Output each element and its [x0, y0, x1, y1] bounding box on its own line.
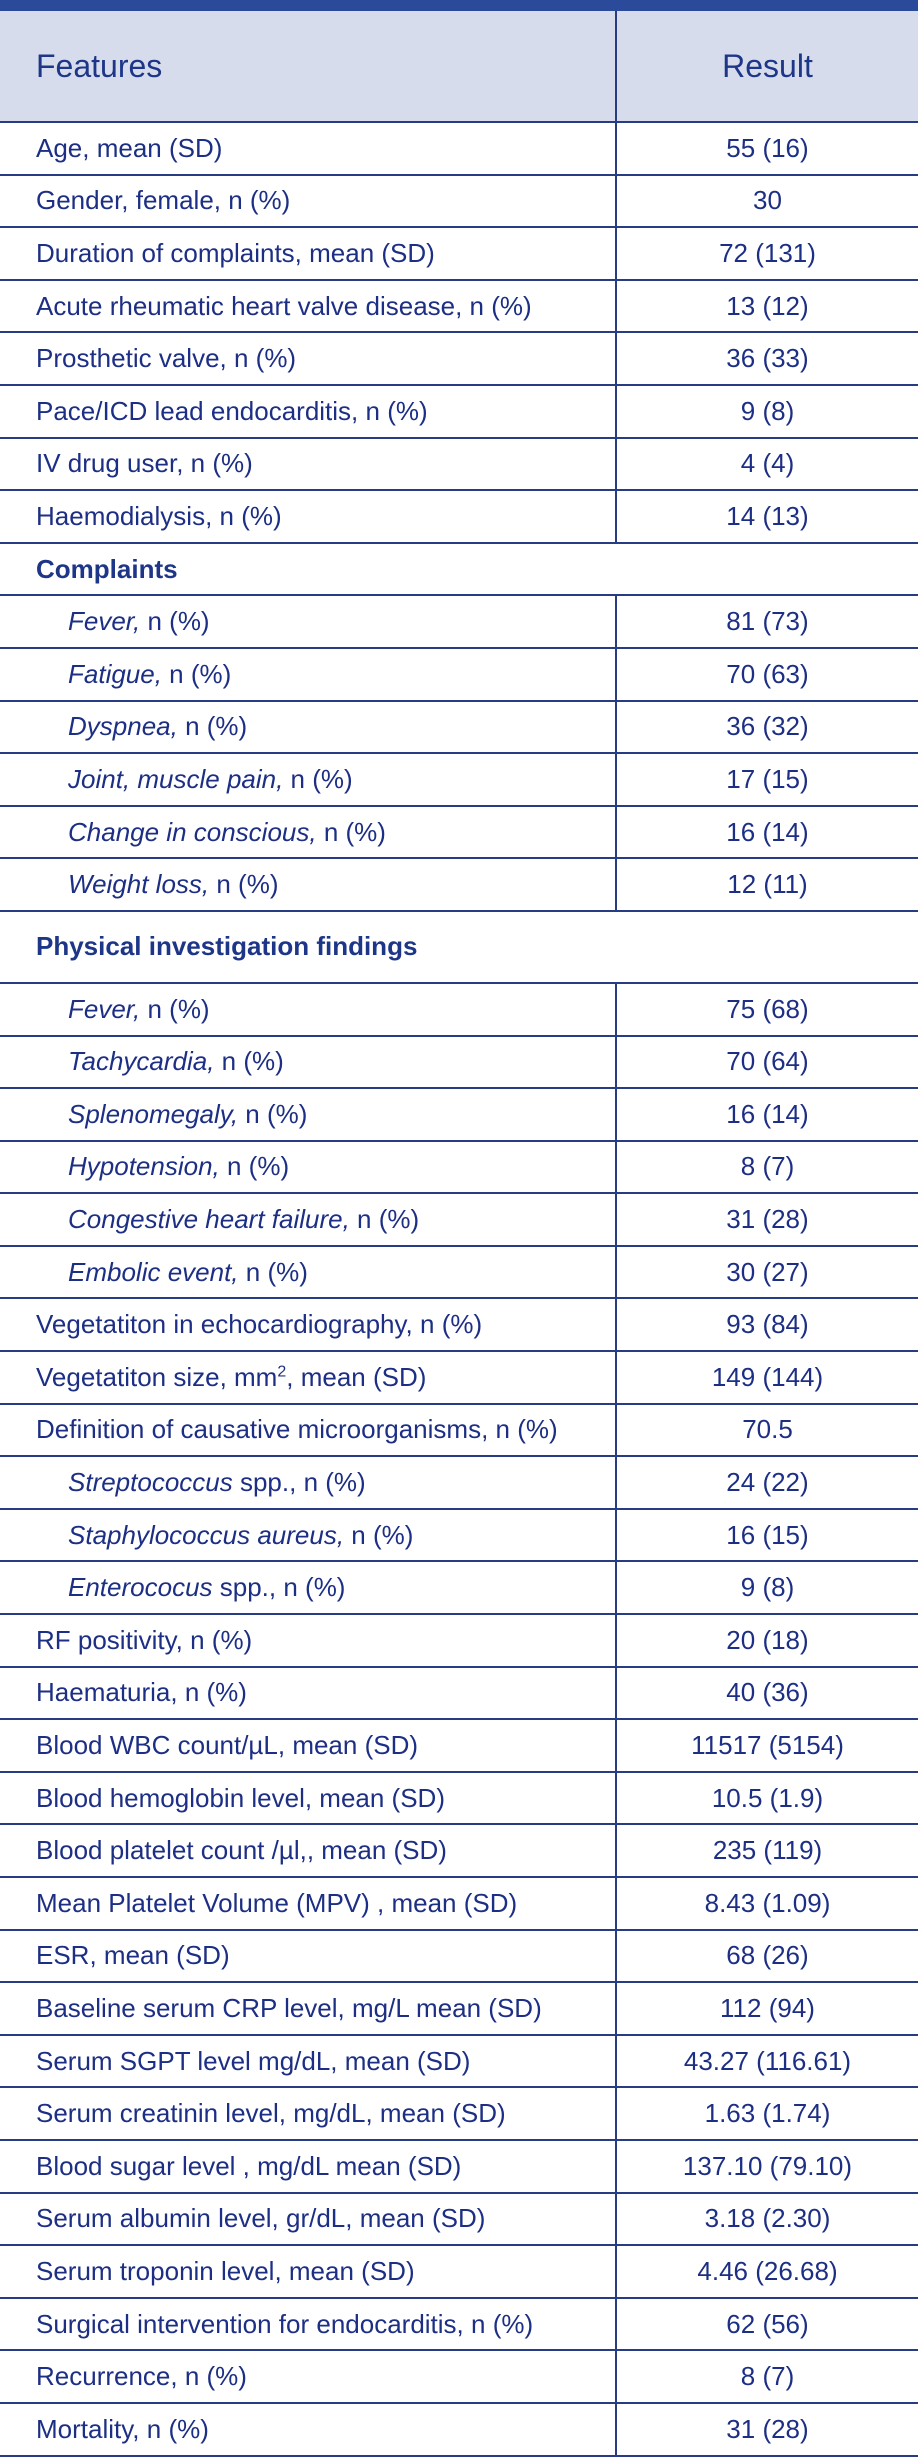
table-row	[0, 490, 918, 543]
table-row	[0, 1088, 918, 1141]
feature-italic-text: Congestive heart failure,	[68, 1204, 350, 1235]
table-row	[0, 1667, 918, 1720]
result-cell: 12 (11)	[616, 858, 918, 911]
feature-italic-text: Fever,	[68, 993, 141, 1024]
feature-italic-text: Staphylococcus aureus,	[68, 1519, 345, 1550]
table-row	[0, 648, 918, 701]
feature-text: Serum troponin level, mean (SD)	[36, 2255, 415, 2286]
feature-cell	[0, 858, 616, 911]
table-row	[0, 2298, 918, 2351]
result-cell: 14 (13)	[616, 490, 918, 543]
feature-italic-text: Streptococcus	[68, 1467, 233, 1498]
feature-cell	[0, 1982, 616, 2035]
feature-cell	[0, 2035, 616, 2088]
table-row	[0, 280, 918, 333]
result-cell: 17 (15)	[616, 753, 918, 806]
result-cell: 43.27 (116.61)	[616, 2035, 918, 2088]
feature-cell	[0, 2350, 616, 2403]
feature-text: IV drug user, n (%)	[36, 448, 253, 479]
feature-cell	[0, 1614, 616, 1667]
feature-cell	[0, 701, 616, 754]
table-row	[0, 175, 918, 228]
feature-cell	[0, 1141, 616, 1194]
feature-text: Haemodialysis, n (%)	[36, 500, 282, 531]
table-row	[0, 1351, 918, 1404]
feature-suffix-text: n (%)	[349, 1204, 420, 1235]
result-cell: 9 (8)	[616, 1561, 918, 1614]
feature-cell	[0, 1088, 616, 1141]
feature-cell	[0, 648, 616, 701]
table-row	[0, 858, 918, 911]
table-row	[0, 806, 918, 859]
feature-suffix-text: n (%)	[316, 816, 386, 847]
feature-cell	[0, 490, 616, 543]
feature-cell	[0, 2245, 616, 2298]
feature-cell	[0, 1404, 616, 1457]
feature-text: Mortality, n (%)	[36, 2413, 209, 2444]
feature-cell	[0, 1930, 616, 1983]
result-cell: 75 (68)	[616, 983, 918, 1036]
result-cell: 1.63 (1.74)	[616, 2087, 918, 2140]
result-cell: 8.43 (1.09)	[616, 1877, 918, 1930]
feature-suffix-text: n (%)	[161, 658, 232, 689]
table-row	[0, 1246, 918, 1299]
result-cell: 3.18 (2.30)	[616, 2193, 918, 2246]
table-row	[0, 2035, 918, 2088]
feature-text: Haematuria, n (%)	[36, 1677, 247, 1708]
feature-italic-text: Splenomegaly,	[68, 1098, 239, 1129]
table-row	[0, 2350, 918, 2403]
result-cell: 8 (7)	[616, 1141, 918, 1194]
feature-italic-text: Dyspnea,	[68, 711, 178, 742]
feature-text: Acute rheumatic heart valve disease, n (%)	[36, 290, 532, 321]
result-cell: 70 (63)	[616, 648, 918, 701]
feature-suffix-text: n (%)	[140, 606, 210, 637]
result-cell: 149 (144)	[616, 1351, 918, 1404]
feature-text: Vegetatiton in echocardiography, n (%)	[36, 1309, 483, 1340]
feature-cell	[0, 280, 616, 333]
result-cell: 16 (14)	[616, 1088, 918, 1141]
feature-suffix-text: spp., n (%)	[232, 1467, 366, 1498]
feature-italic-text: Change in conscious,	[68, 816, 317, 847]
result-cell: 55 (16)	[616, 122, 918, 175]
table-row	[0, 1930, 918, 1983]
section-header-row	[0, 543, 918, 596]
table-header-row	[0, 11, 918, 122]
feature-text: Serum albumin level, gr/dL, mean (SD)	[36, 2203, 486, 2234]
feature-text: Vegetatiton size, mm	[36, 1361, 278, 1392]
result-cell: 93 (84)	[616, 1298, 918, 1351]
result-cell: 4 (4)	[616, 438, 918, 491]
table-row	[0, 701, 918, 754]
feature-cell	[0, 385, 616, 438]
result-cell: 16 (15)	[616, 1509, 918, 1562]
table-row	[0, 1561, 918, 1614]
feature-text: Mean Platelet Volume (MPV) , mean (SD)	[36, 1887, 518, 1918]
result-cell: 40 (36)	[616, 1667, 918, 1720]
feature-suffix-text: n (%)	[344, 1519, 414, 1550]
feature-cell	[0, 595, 616, 648]
feature-suffix-text: n (%)	[140, 993, 210, 1024]
feature-cell	[0, 983, 616, 1036]
feature-text: Surgical intervention for endocarditis, n (%)	[36, 2308, 534, 2339]
feature-cell	[0, 753, 616, 806]
result-cell: 20 (18)	[616, 1614, 918, 1667]
feature-text: Serum SGPT level mg/dL, mean (SD)	[36, 2045, 471, 2076]
feature-text: Age, mean (SD)	[36, 132, 223, 163]
table-row	[0, 2140, 918, 2193]
section-title: Complaints	[0, 543, 918, 596]
feature-cell	[0, 438, 616, 491]
table-row	[0, 1141, 918, 1194]
section-header-row	[0, 911, 918, 983]
feature-italic-text: Joint, muscle pain,	[68, 763, 284, 794]
feature-text: Recurrence, n (%)	[36, 2361, 247, 2392]
feature-text: Blood platelet count /µl,, mean (SD)	[36, 1835, 447, 1866]
table-row	[0, 753, 918, 806]
feature-cell	[0, 1772, 616, 1825]
feature-cell	[0, 332, 616, 385]
feature-text: RF positivity, n (%)	[36, 1624, 253, 1655]
feature-text: Gender, female, n (%)	[36, 185, 291, 216]
table-row	[0, 595, 918, 648]
feature-italic-text: Tachycardia,	[68, 1046, 215, 1077]
feature-cell	[0, 1193, 616, 1246]
result-cell: 62 (56)	[616, 2298, 918, 2351]
feature-text: Blood WBC count/µL, mean (SD)	[36, 1730, 419, 1761]
feature-text: ESR, mean (SD)	[36, 1940, 230, 1971]
table-row	[0, 983, 918, 1036]
feature-italic-text: Fatigue,	[68, 658, 162, 689]
feature-suffix-text: n (%)	[238, 1256, 308, 1287]
table-top-rule	[0, 0, 918, 11]
feature-text: Prosthetic valve, n (%)	[36, 343, 297, 374]
feature-cell	[0, 1036, 616, 1089]
table-row	[0, 1036, 918, 1089]
table-row	[0, 122, 918, 175]
feature-text: Pace/ICD lead endocarditis, n (%)	[36, 395, 428, 426]
feature-suffix-text: n (%)	[283, 763, 353, 794]
table-row	[0, 332, 918, 385]
result-cell: 31 (28)	[616, 2403, 918, 2456]
feature-cell	[0, 806, 616, 859]
feature-suffix-text: n (%)	[219, 1151, 290, 1182]
feature-text: Definition of causative microorganisms, n (%)	[36, 1414, 558, 1445]
result-cell: 13 (12)	[616, 280, 918, 333]
table-row	[0, 2245, 918, 2298]
result-cell: 30	[616, 175, 918, 228]
feature-cell	[0, 1456, 616, 1509]
feature-suffix-text: n (%)	[209, 869, 279, 900]
feature-text: Blood sugar level , mg/dL mean (SD)	[36, 2150, 462, 2181]
table-row	[0, 1772, 918, 1825]
result-cell: 137.10 (79.10)	[616, 2140, 918, 2193]
result-cell: 24 (22)	[616, 1456, 918, 1509]
feature-cell	[0, 2087, 616, 2140]
result-cell: 72 (131)	[616, 227, 918, 280]
table-row	[0, 1824, 918, 1877]
features-results-table	[0, 11, 918, 2457]
feature-cell	[0, 1824, 616, 1877]
table-row	[0, 1509, 918, 1562]
feature-cell	[0, 1719, 616, 1772]
feature-cell	[0, 1667, 616, 1720]
feature-text: Baseline serum CRP level, mg/L mean (SD)	[36, 1992, 542, 2023]
feature-cell	[0, 1298, 616, 1351]
feature-cell	[0, 2140, 616, 2193]
table-row	[0, 385, 918, 438]
result-cell: 8 (7)	[616, 2350, 918, 2403]
feature-text: Blood hemoglobin level, mean (SD)	[36, 1782, 445, 1813]
result-cell: 81 (73)	[616, 595, 918, 648]
feature-cell	[0, 122, 616, 175]
table-row	[0, 2193, 918, 2246]
result-cell: 36 (32)	[616, 701, 918, 754]
feature-text: Serum creatinin level, mg/dL, mean (SD)	[36, 2098, 506, 2129]
feature-suffix-text: n (%)	[214, 1046, 284, 1077]
feature-cell	[0, 1877, 616, 1930]
feature-italic-text: Enterococus	[68, 1572, 213, 1603]
feature-italic-text: Embolic event,	[68, 1256, 239, 1287]
feature-cell	[0, 2193, 616, 2246]
result-cell: 70.5	[616, 1404, 918, 1457]
feature-italic-text: Fever,	[68, 606, 141, 637]
result-cell: 11517 (5154)	[616, 1719, 918, 1772]
table-row	[0, 227, 918, 280]
section-title: Physical investigation findings	[0, 911, 918, 983]
feature-cell	[0, 175, 616, 228]
table-row	[0, 438, 918, 491]
table-row	[0, 1404, 918, 1457]
table-row	[0, 2087, 918, 2140]
feature-cell	[0, 2298, 616, 2351]
feature-cell	[0, 1509, 616, 1562]
feature-cell	[0, 1351, 616, 1404]
result-cell: 16 (14)	[616, 806, 918, 859]
result-cell: 235 (119)	[616, 1824, 918, 1877]
feature-suffix-text: spp., n (%)	[212, 1572, 346, 1603]
features-column-header: Features	[0, 11, 616, 122]
table-row	[0, 1456, 918, 1509]
result-cell: 9 (8)	[616, 385, 918, 438]
result-cell: 68 (26)	[616, 1930, 918, 1983]
feature-italic-text: Hypotension,	[68, 1151, 220, 1182]
feature-text: Duration of complaints, mean (SD)	[36, 237, 435, 268]
table-row	[0, 1193, 918, 1246]
feature-cell	[0, 1246, 616, 1299]
table-row	[0, 2403, 918, 2456]
feature-cell	[0, 2403, 616, 2456]
result-cell: 70 (64)	[616, 1036, 918, 1089]
result-cell: 10.5 (1.9)	[616, 1772, 918, 1825]
feature-italic-text: Weight loss,	[68, 869, 210, 900]
table-row	[0, 1982, 918, 2035]
feature-cell	[0, 227, 616, 280]
feature-cell	[0, 1561, 616, 1614]
feature-suffix-text: n (%)	[238, 1098, 308, 1129]
feature-suffix-text: , mean (SD)	[286, 1361, 427, 1392]
table-row	[0, 1298, 918, 1351]
result-cell: 4.46 (26.68)	[616, 2245, 918, 2298]
result-cell: 36 (33)	[616, 332, 918, 385]
result-cell: 31 (28)	[616, 1193, 918, 1246]
result-column-header: Result	[616, 11, 918, 122]
superscript: 2	[277, 1363, 287, 1381]
table-row	[0, 1614, 918, 1667]
feature-suffix-text: n (%)	[177, 711, 248, 742]
table-row	[0, 1719, 918, 1772]
result-cell: 112 (94)	[616, 1982, 918, 2035]
result-cell: 30 (27)	[616, 1246, 918, 1299]
table-body	[0, 122, 918, 2456]
table-row	[0, 1877, 918, 1930]
